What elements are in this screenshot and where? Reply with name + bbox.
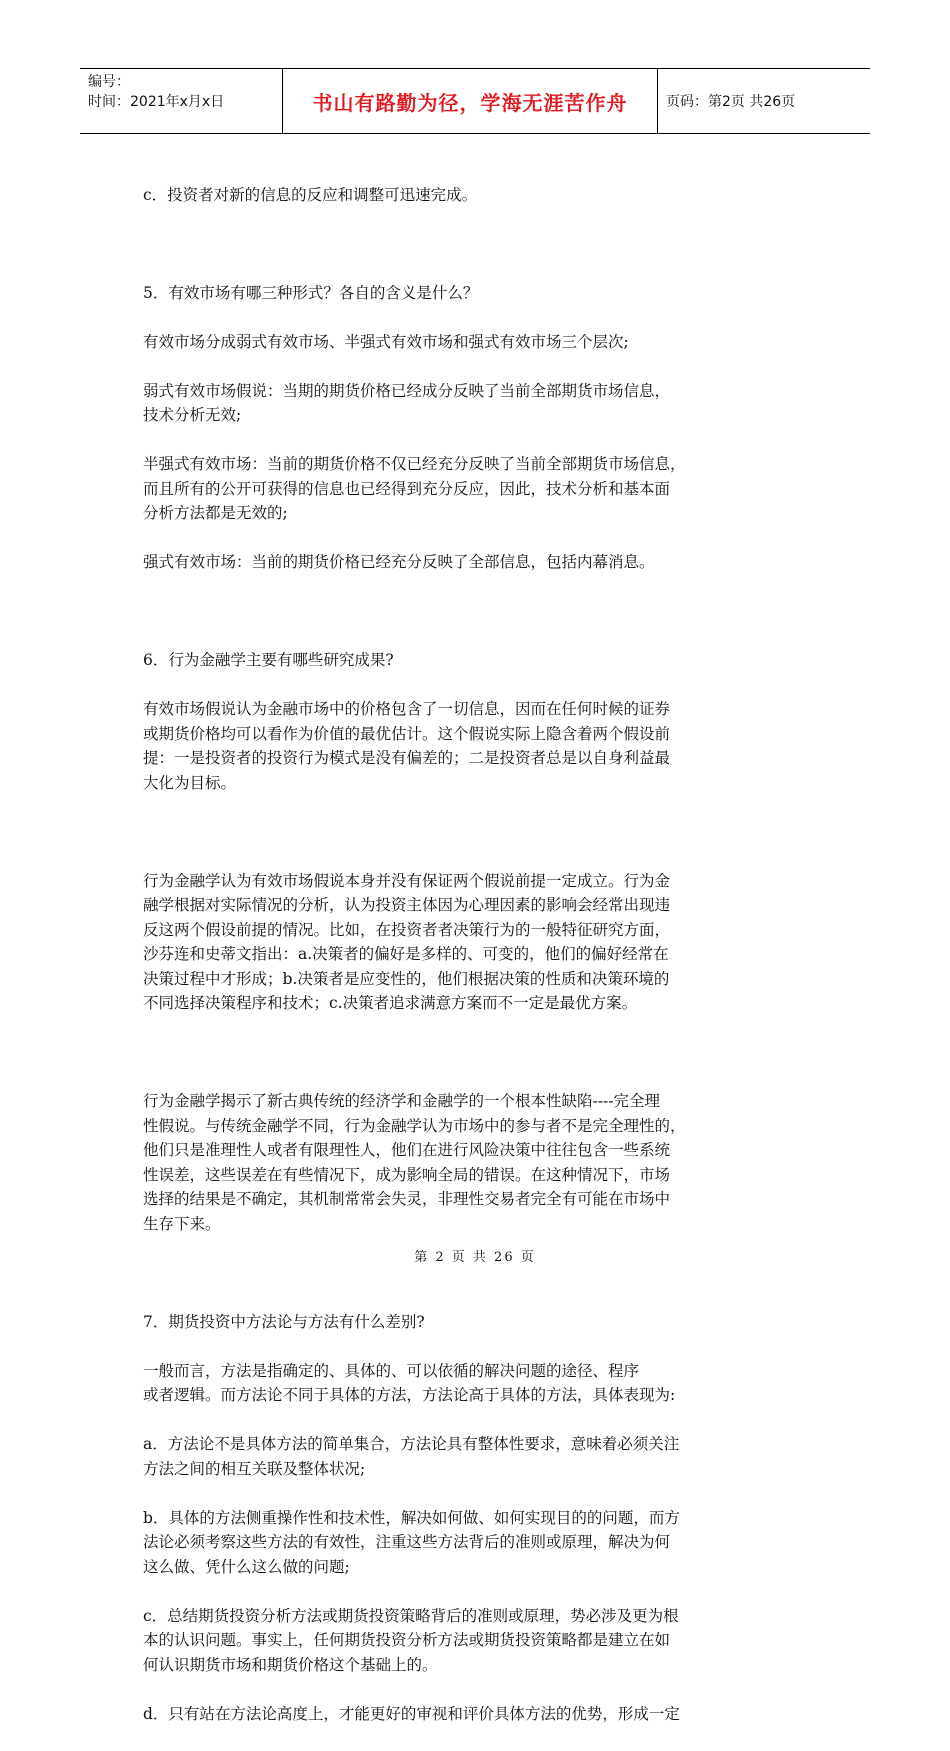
paragraph: c．投资者对新的信息的反应和调整可迅速完成。 <box>143 185 478 204</box>
paragraph: 弱式有效市场假说：当期的期货价格已经成分反映了当前全部期货市场信息， 技术分析无效; <box>143 381 671 424</box>
paragraph: 一般而言，方法是指确定的、具体的、可以依循的解决问题的途径、程序 或者逻辑。而方法论不同于具体的方法，方法论高于具体的方法，具体表现为: <box>143 1361 676 1404</box>
header-page-cell <box>658 69 870 133</box>
spacer <box>143 599 813 624</box>
spacer <box>143 820 813 845</box>
paragraph: 有效市场分成弱式有效市场、半强式有效市场和强式有效市场三个层次; <box>143 332 629 351</box>
paragraph: 强式有效市场：当前的期货价格已经充分反映了全部信息，包括内幕消息。 <box>143 553 655 571</box>
question-heading: 5．有效市场有哪三种形式？各自的含义是什么？ <box>143 283 479 302</box>
header-meta <box>80 69 282 133</box>
header-motto-cell <box>282 69 658 133</box>
paragraph: 行为金融学认为有效市场假说本身并没有保证两个假说前提一定成立。行为金 融学根据对实际情况的分析，认为投资主体因为心理因素的影响会经常出现违 反这两个假设前提的情况。比如，在投资者者决策行为的一般特征研究方面， 沙芬连和史蒂文指出：a.决策者的偏好是多样的、可变的，他们的偏好经常在 决策过程中才形成；b.决策者是应变性的，他们根据决策的性质和决策环境的 不同选择决策程序和技术；c.决策者追求满意方案而不一定是最优方案。 <box>143 871 671 1012</box>
page-footer: 第 2 页 共 26 页 <box>414 1250 536 1265</box>
question-heading: 6．行为金融学主要有哪些研究成果? <box>143 651 394 669</box>
number-label: 编号： <box>88 74 130 90</box>
paragraph: d．只有站在方法论高度上，才能更好的审视和评价具体方法的优势，形成一定 <box>143 1704 680 1723</box>
paragraph: 半强式有效市场：当前的期货价格不仅已经充分反映了当前全部期货市场信息， 而且所有的公开可获得的信息也已经得到充分反应，因此，技术分析和基本面 分析方法都是无效的; <box>143 455 686 522</box>
document-body <box>143 158 813 1751</box>
page-label: 页码：第2页 共26页 <box>666 94 796 110</box>
paragraph: 行为金融学揭示了新古典传统的经济学和金融学的一个根本性缺陷----完全理 性假说。与传统金融学不同，行为金融学认为市场中的参与者不是完全理性的， 他们只是准理性人或者有限理性人，他们在进行风险决策中往往包含一些系统 性误差，这些误差在有些情况下，成为影响全局的错误。在这种情况下，市场 选择的结果是不确定，其机制常常会失灵，非理性交易者完全有可能在市场中 生存下来。 <box>143 1092 686 1233</box>
paragraph: a．方法论不是具体方法的简单集合，方法论具有整体性要求，意味着必须关注 方法之间的相互关联及整体状况; <box>143 1435 680 1478</box>
paragraph: b．具体的方法侧重操作性和技术性，解决如何做、如何实现目的的问题，而方 法论必须考察这些方法的有效性，注重这些方法背后的准则或原理，解决为何 这么做、凭什么这么做的问题; <box>143 1508 680 1576</box>
spacer <box>143 232 813 257</box>
time-label: 时间：2021年x月x日 <box>88 94 225 110</box>
page-header <box>80 68 870 134</box>
question-heading: 7．期货投资中方法论与方法有什么差别? <box>143 1312 425 1331</box>
spacer <box>143 1040 813 1065</box>
motto-text: 书山有路勤为径，学海无涯苦作舟 <box>312 90 628 115</box>
paragraph: c．总结期货投资分析方法或期货投资策略背后的准则或原理，势必涉及更为根 本的认识问题。事实上，任何期货投资分析方法或期货投资策略都是建立在如 何认识期货市场和期货价格这个基础上的。 <box>143 1606 679 1674</box>
paragraph: 有效市场假说认为金融市场中的价格包含了一切信息，因而在任何时候的证券 或期货价格均可以看作为价值的最优估计。这个假说实际上隐含着两个假设前 提：一是投资者的投资行为模式是没有偏差的；二是投资者总是以自身利益最 大化为目标。 <box>143 700 671 792</box>
